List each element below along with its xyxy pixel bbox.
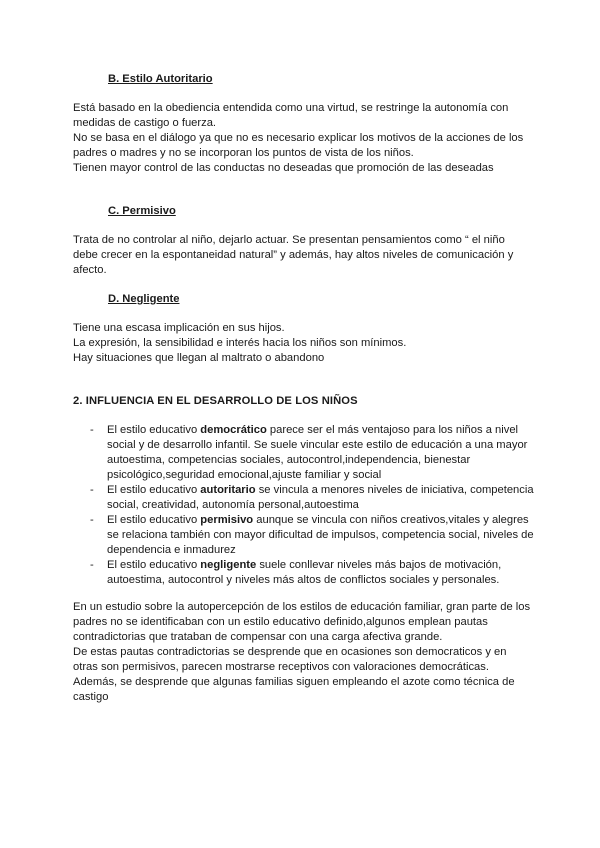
heading-permisivo: C. Permisivo (108, 205, 176, 217)
heading-estilo-autoritario: B. Estilo Autoritario (108, 73, 213, 85)
bullet-keyword: permisivo (200, 514, 254, 526)
heading-negligente: D. Negligente (108, 293, 180, 305)
bullet-marker: - (90, 559, 94, 571)
paragraph-estudio-autopercepcion: En un estudio sobre la autopercepción de los estilos de educación familiar, gran parte de los padres no se identificaban con un estilo educativo definido,algunos emplean pautas contradictorias que trataban de compensar con una carga afectiva grande. De estas pautas contradictorias se desprende que en ocasiones son democraticos y en otras son permisivos, parecen mostrarse receptivos con valoraciones democráticas. Además, se desprende que algunas familias siguen empleando el azote como técnica de castigo (73, 601, 531, 703)
bullet-negligente (90, 558, 535, 588)
section-title-influencia: 2. INFLUENCIA EN EL DESARROLLO DE LOS NIÑOS (73, 395, 358, 407)
bullet-text-after: aunque se vincula con niños creativos,vitales y alegres se relaciona también con mayor dificultad de impulsos, competencia social, niveles de dependencia e inmadurez (107, 514, 534, 556)
bullet-democratico (90, 423, 535, 483)
bullet-text-after: parece ser el más ventajoso para los niños a nivel social y de desarrollo infantil. Se suele vincular este estilo de educación a una mayor autoestima, competencias sociales, autocontrol,independencia, bienestar psicológico,seguridad emocional,ajuste familiar y social (107, 424, 528, 481)
paragraph-permisivo: Trata de no controlar al niño, dejarlo actuar. Se presentan pensamientos como “ el niño debe crecer en la espontaneidad natural” y además, hay altos niveles de comunicación y afecto. (73, 234, 514, 276)
bullet-marker: - (90, 424, 94, 436)
paragraph-negligente: Tiene una escasa implicación en sus hijos. La expresión, la sensibilidad e interés hacia los niños son mínimos. Hay situaciones que llegan al maltrato o abandono (73, 322, 407, 364)
bullet-text-before: El estilo educativo (107, 514, 201, 526)
bullet-text-before: El estilo educativo (107, 559, 201, 571)
bullet-text-before: El estilo educativo (107, 424, 201, 436)
bullet-text-after: se vincula a menores niveles de iniciativa, competencia social, creatividad, autonomía personal,autoestima (107, 484, 534, 511)
influence-bullet-list (90, 423, 535, 588)
bullet-text-after: suele conllevar niveles más bajos de motivación, autoestima, autocontrol y niveles más altos de conflictos sociales y personales. (107, 559, 502, 586)
bullet-marker: - (90, 484, 94, 496)
bullet-permisivo (90, 513, 535, 558)
bullet-autoritario (90, 483, 535, 513)
bullet-text-before: El estilo educativo (107, 484, 201, 496)
bullet-marker: - (90, 514, 94, 526)
bullet-keyword: democrático (200, 424, 267, 436)
bullet-keyword: autoritario (200, 484, 256, 496)
bullet-keyword: negligente (200, 559, 257, 571)
paragraph-estilo-autoritario: Está basado en la obediencia entendida como una virtud, se restringe la autonomía con medidas de castigo o fuerza. No se basa en el diálogo ya que no es necesario explicar los motivos de la acciones de los padres o madres y no se incorporan los puntos de vista de los niños. Tienen mayor control de las conductas no deseadas que promoción de las deseadas (73, 102, 524, 174)
